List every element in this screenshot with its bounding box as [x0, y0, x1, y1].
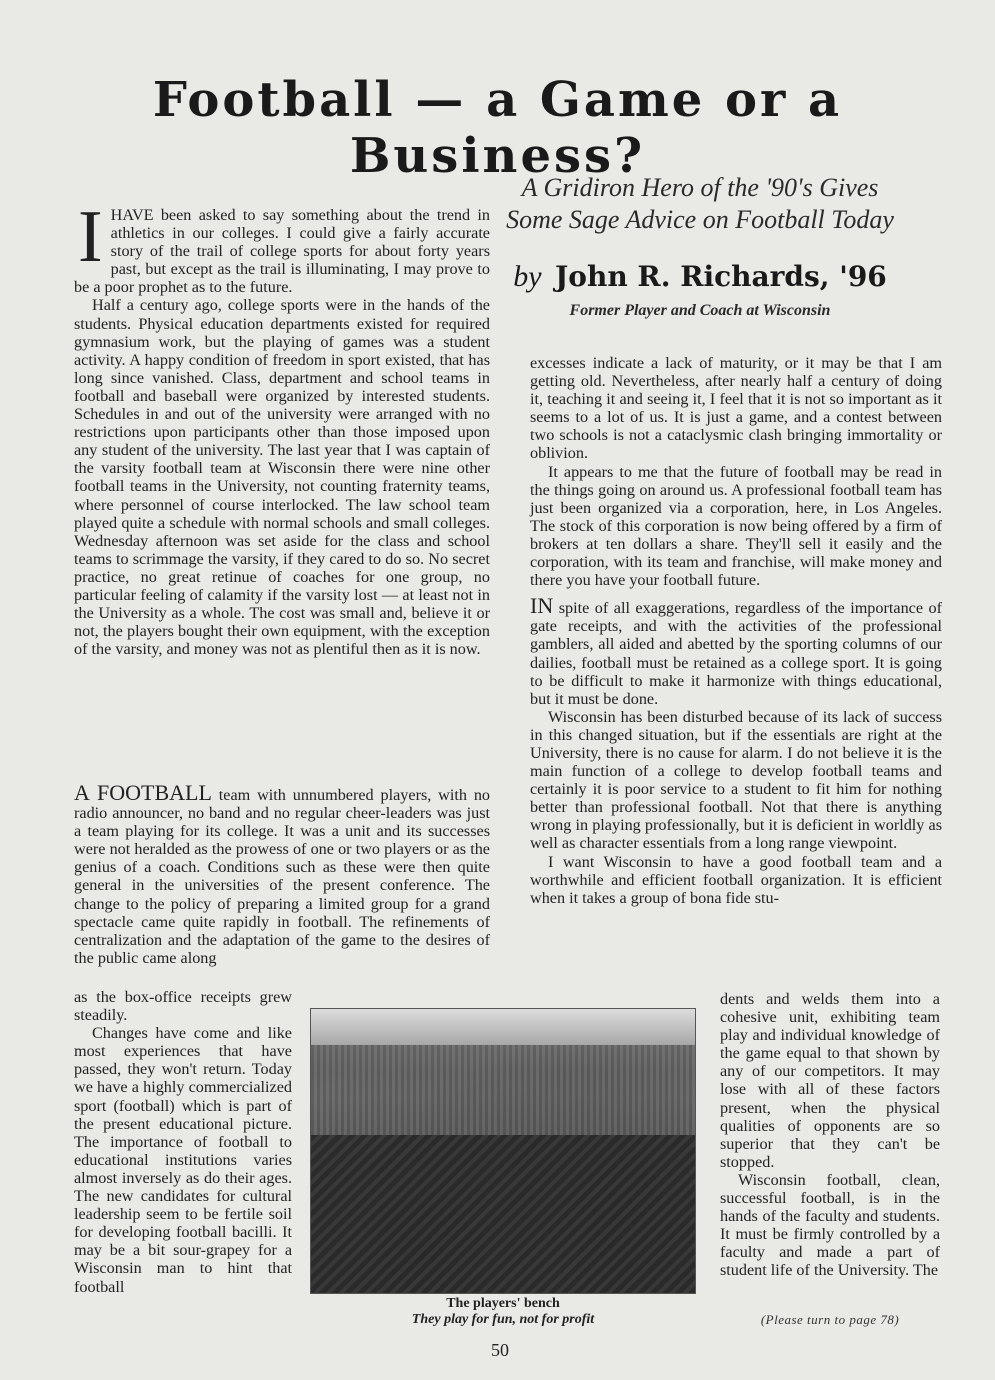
byline-by: by [513, 260, 542, 293]
left-column-top [74, 196, 490, 659]
photo-caption [310, 1296, 696, 1328]
drop-cap: I [78, 196, 103, 278]
section-lead-football: A FOOTBALL [74, 780, 212, 805]
right-paragraph-2: It appears to me that the future of football may be read in the things going on around us. A professional football team has just been organized via a corporation, here, in Los Angeles. The stock of this corporation is now being offered by a firm of brokers at ten dollars a share. They'll sell it easily and the corporation, with its team and franchise, will make money and there you have your football future. [530, 462, 942, 590]
left-paragraph-4: Changes have come and like most experiences that have passed, they won't return. Today we have a highly commercialized sport (football) which is part of the present educational picture. The importance of football to educational institutions varies almost inversely as do their ages. The new candidates for cultural leadership seem to be fertile soil for developing football bacilli. It may be a bit sour-grapey for a Wisconsin man to hint that football [74, 1024, 292, 1296]
continued-note: (Please turn to page 78) [760, 1312, 900, 1327]
right-paragraph-6: Wisconsin football, clean, successful football, is in the hands of the faculty and students. It must be firmly controlled by a faculty and made a part of student life of the University. The [720, 1170, 940, 1280]
left-column-bottom [74, 780, 491, 967]
author-role: Former Player and Coach at Wisconsin [569, 302, 831, 319]
left-column-wrap [74, 988, 292, 1296]
left-paragraph-2: Half a century ago, college sports were in the hands of the students. Physical education departments existed for required gymnasium work, but the playing of games was a student activity. A happy condition of freedom in sport existed, that has long since vanished. Class, department and school teams in football and baseball were organized by interested students. Schedules in and out of the university were arranged with no restrictions upon participants other than those imposed upon any student of the university. The last year that I was captain of the varsity football team at Wisconsin there were nine other football teams in the University, not counting fraternity teams, where personnel of course interlocked. The law school team played quite a schedule with normal schools and small colleges. Wednesday afternoon was set aside for the class and school teams to scrimmage the varsity, if they cared to do so. No secret practice, no great retinue of coaches for one group, no particular feeling of calamity if the varsity lost — at least not in the University as a whole. The cost was small and, believe it or not, the players bought their own equipment, with the exception of the varsity, and money was not as plentiful then as it is now. [74, 296, 490, 659]
right-paragraph-3 [530, 593, 943, 708]
subtitle-line-1: A Gridiron Hero of the '90's Gives [521, 173, 879, 202]
players-bench-photo [310, 1008, 696, 1294]
article-subtitle [470, 172, 930, 236]
right-paragraph-1: excesses indicate a lack of maturity, or it may be that I am getting old. Nevertheless, after nearly half a century of doing it, teaching it and seeing it, I feel that it is not so important as it seems to a lot of us. It is just a game, and a contest between two schools is not a cataclysmic clash bringing immortality or oblivion. [530, 354, 942, 463]
right-paragraph-3-text: spite of all exaggerations, regardless of the importance of gate receipts, and with the activities of the professional gamblers, all aided and abetted by the sporting columns of our dailies, football must be retained as a college sport. It is going to be difficult to make it harmonize with things educational, but it must be done. [530, 599, 943, 708]
photo-stands [311, 1045, 695, 1135]
byline [470, 260, 930, 294]
photo-crowd [311, 1135, 695, 1294]
left-paragraph-3 [74, 780, 491, 967]
photo-sky [311, 1009, 695, 1045]
page-title: Football — a Game or a Business? [152, 72, 843, 184]
photo-caption-title: The players' bench [446, 1296, 560, 1311]
right-column [530, 354, 942, 907]
author-name: John R. Richards, '96 [555, 260, 887, 293]
page-number: 50 [491, 1340, 509, 1360]
subtitle-line-2: Some Sage Advice on Football Today [506, 205, 894, 234]
right-paragraph-5-wrap: dents and welds them into a cohesive unit, exhibiting team play and individual knowledge of the game equal to that shown by any of our competitors. It may lose with all of these factors present, when the physical qualities of opponents are so superior that they can't be stopped. [720, 990, 940, 1171]
left-paragraph-3-text: team with unnumbered players, with no radio announcer, no band and no regular cheer-leaders was just a team playing for its college. It was a unit and its successes were not heralded as the prowess of one or two players or as the genius of a coach. Conditions such as these were then quite general in the universities of the present conference. The change to the policy of preparing a limited group for a grand spectacle came quite rapidly in football. The refinements of centralization and the adaptation of the game to the desires of the public came along [74, 786, 491, 967]
right-paragraph-4: Wisconsin has been disturbed because of its lack of success in this changed situation, but if the essentials are right at the University, there is no cause for alarm. I do not believe it is the main function of a college to develop football teams and certainly it is poor service to a student to fit him for nothing better than professional football. Not that there is anything wrong in playing professionally, but it is deficient in worldly as well as character essentials from a long range viewpoint. [530, 707, 942, 853]
right-paragraph-5: I want Wisconsin to have a good football team and a worthwhile and efficient football organization. It is efficient when it takes a group of bona fide stu- [530, 852, 942, 907]
left-paragraph-3-end: as the box-office receipts grew steadily. [74, 988, 292, 1025]
left-paragraph-1: HAVE been asked to say something about the trend in athletics in our colleges. I could give a fairly accurate story of the trail of college sports for about forty years past, but except as the trail is illuminating, I may prove to be a poor prophet as to the future. [74, 206, 490, 297]
photo-caption-subtitle: They play for fun, not for profit [411, 1312, 595, 1327]
section-lead-in: IN [530, 593, 554, 619]
right-column-wrap [720, 990, 940, 1280]
